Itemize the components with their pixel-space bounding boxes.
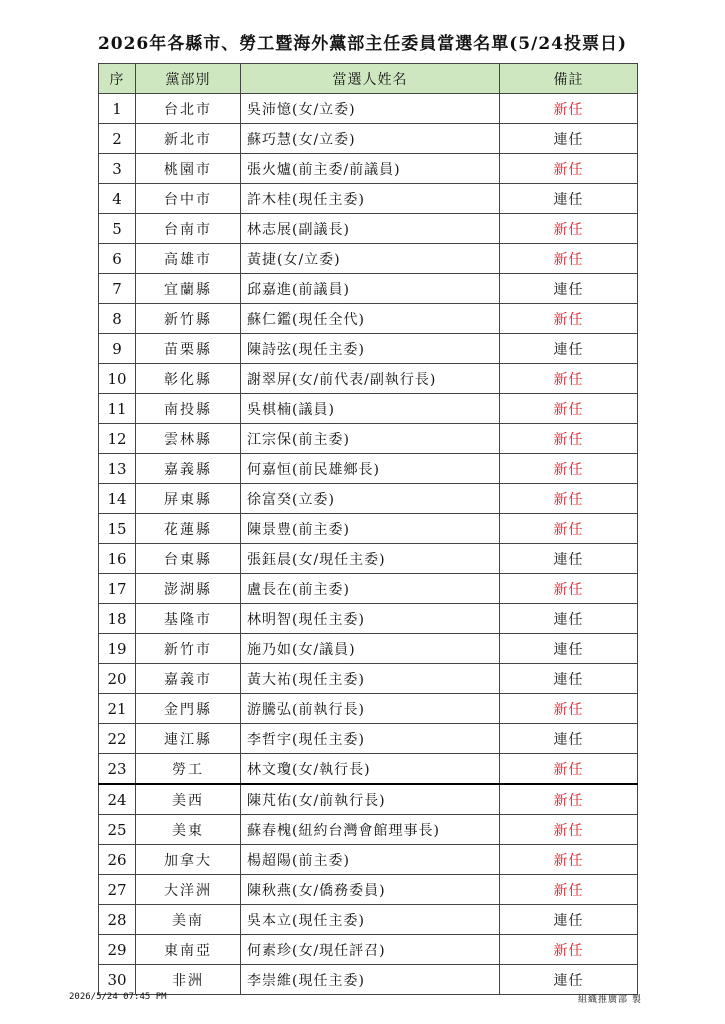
header-number: 序 — [99, 64, 136, 94]
remark-cell: 連任 — [500, 544, 638, 574]
row-number: 13 — [99, 454, 136, 484]
elected-name-cell: 林文瓊(女/執行長) — [241, 754, 500, 785]
table-row — [99, 454, 638, 484]
elected-name-cell: 楊超陽(前主委) — [241, 845, 500, 875]
remark-cell: 新任 — [500, 364, 638, 394]
remark-cell: 新任 — [500, 574, 638, 604]
table-row — [99, 304, 638, 334]
branch-cell: 新竹縣 — [136, 304, 241, 334]
remark-cell: 新任 — [500, 154, 638, 184]
table-row — [99, 604, 638, 634]
remark-cell: 連任 — [500, 274, 638, 304]
table-row — [99, 124, 638, 154]
table-row — [99, 965, 638, 995]
table-row — [99, 905, 638, 935]
row-number: 20 — [99, 664, 136, 694]
row-number: 11 — [99, 394, 136, 424]
row-number: 1 — [99, 94, 136, 124]
elected-name-cell: 蘇巧慧(女/立委) — [241, 124, 500, 154]
branch-cell: 雲林縣 — [136, 424, 241, 454]
remark-cell: 連任 — [500, 184, 638, 214]
elected-name-cell: 江宗保(前主委) — [241, 424, 500, 454]
table-row — [99, 784, 638, 815]
row-number: 23 — [99, 754, 136, 785]
row-number: 27 — [99, 875, 136, 905]
table-row — [99, 544, 638, 574]
document-title: 2026年各縣市、勞工暨海外黨部主任委員當選名單(5/24投票日) — [97, 34, 628, 54]
branch-cell: 基隆市 — [136, 604, 241, 634]
remark-cell: 連任 — [500, 334, 638, 364]
elected-name-cell: 徐富癸(立委) — [241, 484, 500, 514]
elected-name-cell: 施乃如(女/議員) — [241, 634, 500, 664]
row-number: 22 — [99, 724, 136, 754]
branch-cell: 桃園市 — [136, 154, 241, 184]
elected-name-cell: 吳棋楠(議員) — [241, 394, 500, 424]
branch-cell: 屏東縣 — [136, 484, 241, 514]
table-row — [99, 754, 638, 785]
remark-cell: 新任 — [500, 304, 638, 334]
table-row — [99, 694, 638, 724]
row-number: 16 — [99, 544, 136, 574]
row-number: 19 — [99, 634, 136, 664]
branch-cell: 南投縣 — [136, 394, 241, 424]
branch-cell: 美東 — [136, 815, 241, 845]
branch-cell: 台北市 — [136, 94, 241, 124]
row-number: 30 — [99, 965, 136, 995]
elected-name-cell: 陳芃佑(女/前執行長) — [241, 784, 500, 815]
table-row — [99, 875, 638, 905]
branch-cell: 宜蘭縣 — [136, 274, 241, 304]
row-number: 28 — [99, 905, 136, 935]
row-number: 18 — [99, 604, 136, 634]
branch-cell: 連江縣 — [136, 724, 241, 754]
remark-cell: 新任 — [500, 514, 638, 544]
branch-cell: 嘉義縣 — [136, 454, 241, 484]
branch-cell: 台南市 — [136, 214, 241, 244]
row-number: 4 — [99, 184, 136, 214]
table-row — [99, 634, 638, 664]
row-number: 9 — [99, 334, 136, 364]
remark-cell: 連任 — [500, 724, 638, 754]
branch-cell: 勞工 — [136, 754, 241, 785]
table-row — [99, 484, 638, 514]
elected-name-cell: 謝翠屏(女/前代表/副執行長) — [241, 364, 500, 394]
row-number: 6 — [99, 244, 136, 274]
row-number: 15 — [99, 514, 136, 544]
branch-cell: 嘉義市 — [136, 664, 241, 694]
row-number: 25 — [99, 815, 136, 845]
election-results-table — [98, 63, 638, 995]
branch-cell: 美南 — [136, 905, 241, 935]
branch-cell: 大洋洲 — [136, 875, 241, 905]
table-row — [99, 724, 638, 754]
elected-name-cell: 蘇仁鑑(現任全代) — [241, 304, 500, 334]
table-row — [99, 664, 638, 694]
remark-cell: 連任 — [500, 124, 638, 154]
row-number: 21 — [99, 694, 136, 724]
remark-cell: 新任 — [500, 454, 638, 484]
elected-name-cell: 黃大祐(現任主委) — [241, 664, 500, 694]
elected-name-cell: 何素珍(女/現任評召) — [241, 935, 500, 965]
branch-cell: 苗栗縣 — [136, 334, 241, 364]
branch-cell: 金門縣 — [136, 694, 241, 724]
row-number: 29 — [99, 935, 136, 965]
table-row — [99, 424, 638, 454]
remark-cell: 新任 — [500, 815, 638, 845]
elected-name-cell: 吳沛憶(女/立委) — [241, 94, 500, 124]
table-row — [99, 845, 638, 875]
elected-name-cell: 林明智(現任主委) — [241, 604, 500, 634]
table-row — [99, 935, 638, 965]
remark-cell: 連任 — [500, 664, 638, 694]
table-row — [99, 154, 638, 184]
footer-producer: 組織推廣部 製 — [578, 995, 642, 1005]
elected-name-cell: 吳本立(現任主委) — [241, 905, 500, 935]
elected-name-cell: 張鈺晨(女/現任主委) — [241, 544, 500, 574]
table-body — [99, 94, 638, 995]
remark-cell: 新任 — [500, 845, 638, 875]
branch-cell: 美西 — [136, 784, 241, 815]
remark-cell: 連任 — [500, 634, 638, 664]
table-row — [99, 244, 638, 274]
table-row — [99, 394, 638, 424]
branch-cell: 加拿大 — [136, 845, 241, 875]
header-branch: 黨部別 — [136, 64, 241, 94]
branch-cell: 新竹市 — [136, 634, 241, 664]
remark-cell: 新任 — [500, 244, 638, 274]
elected-name-cell: 林志展(副議長) — [241, 214, 500, 244]
remark-cell: 新任 — [500, 754, 638, 785]
table-row — [99, 184, 638, 214]
row-number: 5 — [99, 214, 136, 244]
elected-name-cell: 李崇維(現任主委) — [241, 965, 500, 995]
table-row — [99, 574, 638, 604]
table-row — [99, 334, 638, 364]
remark-cell: 新任 — [500, 694, 638, 724]
row-number: 3 — [99, 154, 136, 184]
remark-cell: 連任 — [500, 905, 638, 935]
table-row — [99, 214, 638, 244]
remark-cell: 新任 — [500, 484, 638, 514]
table-row — [99, 274, 638, 304]
remark-cell: 連任 — [500, 604, 638, 634]
branch-cell: 新北市 — [136, 124, 241, 154]
branch-cell: 澎湖縣 — [136, 574, 241, 604]
row-number: 12 — [99, 424, 136, 454]
elected-name-cell: 張火爐(前主委/前議員) — [241, 154, 500, 184]
elected-name-cell: 游騰弘(前執行長) — [241, 694, 500, 724]
row-number: 10 — [99, 364, 136, 394]
elected-name-cell: 陳景豊(前主委) — [241, 514, 500, 544]
table-row — [99, 815, 638, 845]
remark-cell: 新任 — [500, 214, 638, 244]
branch-cell: 台東縣 — [136, 544, 241, 574]
table-header-row — [99, 64, 638, 94]
row-number: 24 — [99, 784, 136, 815]
remark-cell: 連任 — [500, 965, 638, 995]
elected-name-cell: 李哲宇(現任主委) — [241, 724, 500, 754]
elected-name-cell: 何嘉恒(前民雄鄉長) — [241, 454, 500, 484]
remark-cell: 新任 — [500, 394, 638, 424]
elected-name-cell: 黃捷(女/立委) — [241, 244, 500, 274]
elected-name-cell: 盧長在(前主委) — [241, 574, 500, 604]
row-number: 14 — [99, 484, 136, 514]
elected-name-cell: 陳秋燕(女/僑務委員) — [241, 875, 500, 905]
header-remark: 備註 — [500, 64, 638, 94]
branch-cell: 非洲 — [136, 965, 241, 995]
branch-cell: 台中市 — [136, 184, 241, 214]
branch-cell: 東南亞 — [136, 935, 241, 965]
branch-cell: 高雄市 — [136, 244, 241, 274]
header-name: 當選人姓名 — [241, 64, 500, 94]
remark-cell: 新任 — [500, 784, 638, 815]
row-number: 2 — [99, 124, 136, 154]
table-row — [99, 514, 638, 544]
remark-cell: 新任 — [500, 94, 638, 124]
elected-name-cell: 蘇春槐(紐約台灣會館理事長) — [241, 815, 500, 845]
row-number: 7 — [99, 274, 136, 304]
remark-cell: 新任 — [500, 424, 638, 454]
table-row — [99, 94, 638, 124]
branch-cell: 彰化縣 — [136, 364, 241, 394]
remark-cell: 新任 — [500, 875, 638, 905]
row-number: 17 — [99, 574, 136, 604]
elected-name-cell: 陳詩弦(現任主委) — [241, 334, 500, 364]
elected-name-cell: 許木桂(現任主委) — [241, 184, 500, 214]
footer-timestamp: 2026/5/24 07:45 PM — [69, 992, 167, 1002]
row-number: 8 — [99, 304, 136, 334]
table-row — [99, 364, 638, 394]
row-number: 26 — [99, 845, 136, 875]
branch-cell: 花蓮縣 — [136, 514, 241, 544]
elected-name-cell: 邱嘉進(前議員) — [241, 274, 500, 304]
remark-cell: 新任 — [500, 935, 638, 965]
